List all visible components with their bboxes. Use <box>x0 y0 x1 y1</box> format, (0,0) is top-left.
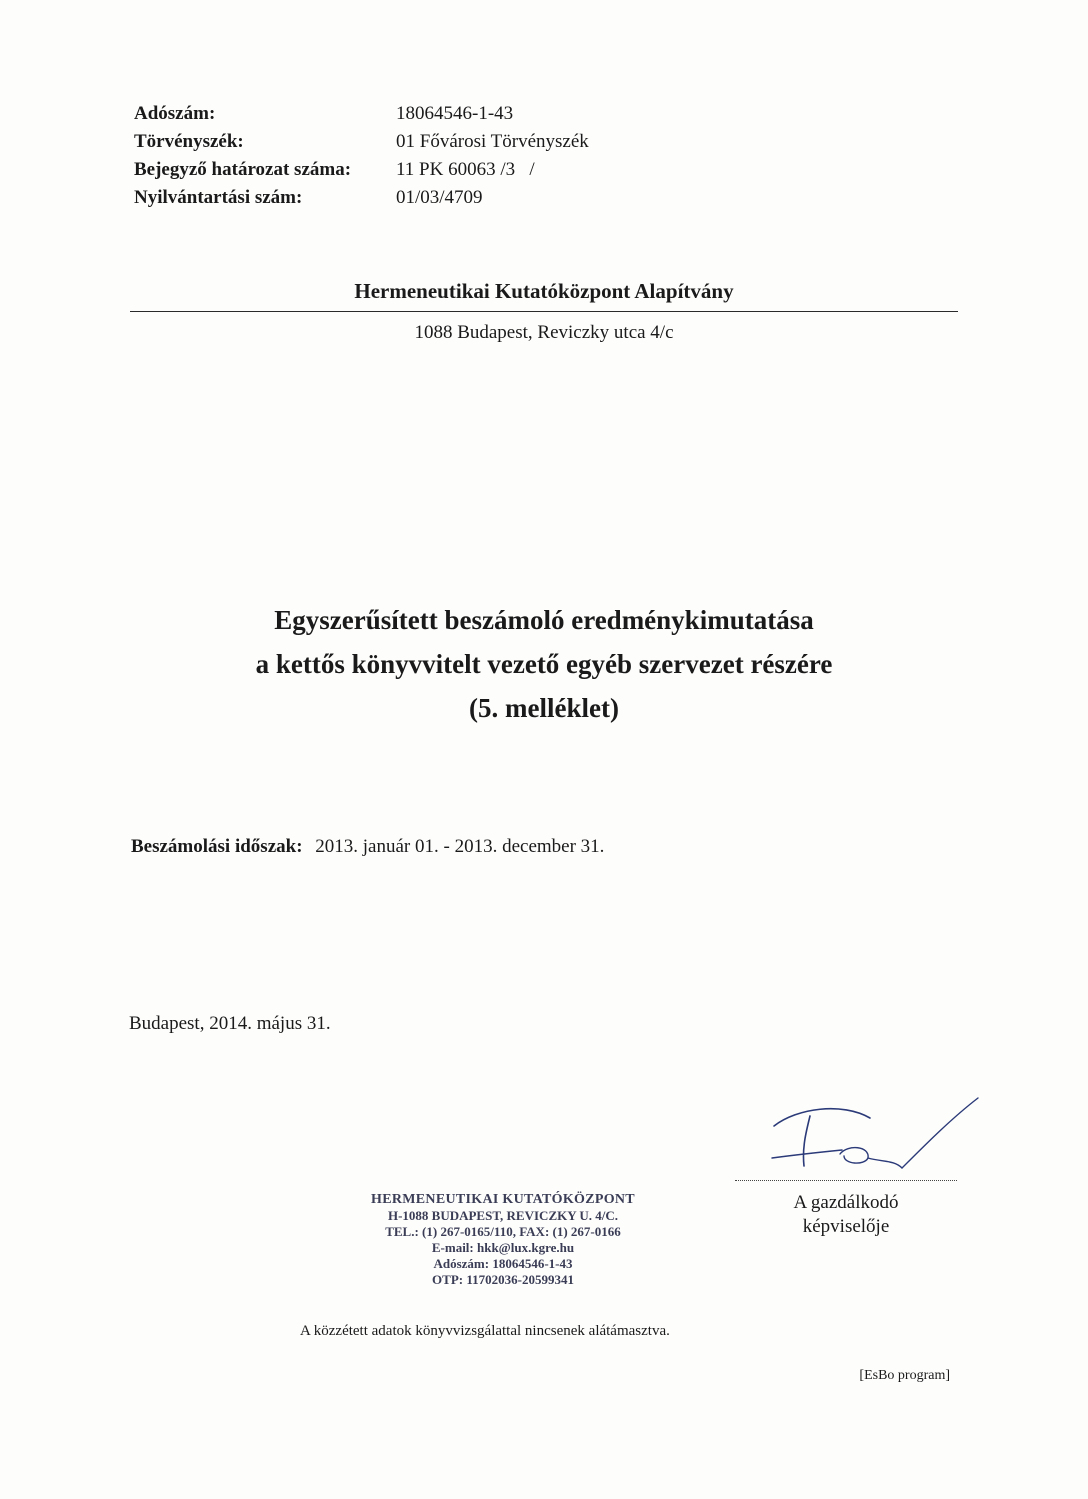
registry-row-court <box>134 128 589 156</box>
software-note: [EsBo program] <box>859 1368 950 1383</box>
stamp-line-2: H-1088 BUDAPEST, REVICZKY U. 4/C. <box>387 1208 619 1223</box>
document-title <box>130 598 958 730</box>
signature-caption-line-2: képviselője <box>802 1216 890 1237</box>
organization-stamp <box>340 1192 666 1288</box>
tax-number-value: 18064546-1-43 <box>396 103 514 124</box>
title-line-2: a kettős könyvvitelt vezető egyéb szervezet részére <box>255 649 833 679</box>
signature-line <box>735 1180 957 1181</box>
decision-number-label: Bejegyző határozat száma: <box>134 159 352 180</box>
organization-name: Hermeneutikai Kutatóközpont Alapítvány <box>354 279 734 303</box>
stamp-line-4: E-mail: hkk@lux.kgre.hu <box>431 1240 575 1255</box>
court-value: 01 Fővárosi Törvényszék <box>396 131 589 152</box>
title-line-1: Egyszerűsített beszámoló eredménykimutatása <box>274 605 814 635</box>
stamp-line-6: OTP: 11702036-20599341 <box>432 1272 574 1287</box>
registry-row-tax-number <box>134 100 589 128</box>
signature-caption-line-1: A gazdálkodó <box>793 1192 899 1213</box>
decision-number-value: 11 PK 60063 /3 / <box>396 159 535 180</box>
audit-disclaimer: A közzétett adatok könyvvizsgálattal nincsenek alátámasztva. <box>300 1323 670 1339</box>
place-and-date: Budapest, 2014. május 31. <box>129 1013 331 1034</box>
signature-caption <box>735 1191 957 1239</box>
title-line-3: (5. melléklet) <box>469 693 619 723</box>
organization-address: 1088 Budapest, Reviczky utca 4/c <box>414 322 674 343</box>
stamp-line-3: TEL.: (1) 267-0165/110, FAX: (1) 267-0166 <box>385 1224 621 1239</box>
tax-number-label: Adószám: <box>134 103 216 124</box>
stamp-line-5: Adószám: 18064546-1-43 <box>433 1256 573 1271</box>
reporting-period-label: Beszámolási időszak: <box>131 836 303 857</box>
reporting-period-value: 2013. január 01. - 2013. december 31. <box>315 836 605 857</box>
registry-block <box>134 100 589 212</box>
registry-row-registration-number <box>134 184 589 212</box>
organization-divider <box>130 311 958 312</box>
registration-number-value: 01/03/4709 <box>396 187 483 208</box>
reporting-period <box>131 836 604 858</box>
registration-number-label: Nyilvántartási szám: <box>134 187 303 208</box>
registry-row-decision-number <box>134 156 589 184</box>
signature-scribble-icon <box>752 1088 982 1180</box>
court-label: Törvényszék: <box>134 131 244 152</box>
stamp-line-1: HERMENEUTIKAI KUTATÓKÖZPONT <box>371 1192 635 1207</box>
